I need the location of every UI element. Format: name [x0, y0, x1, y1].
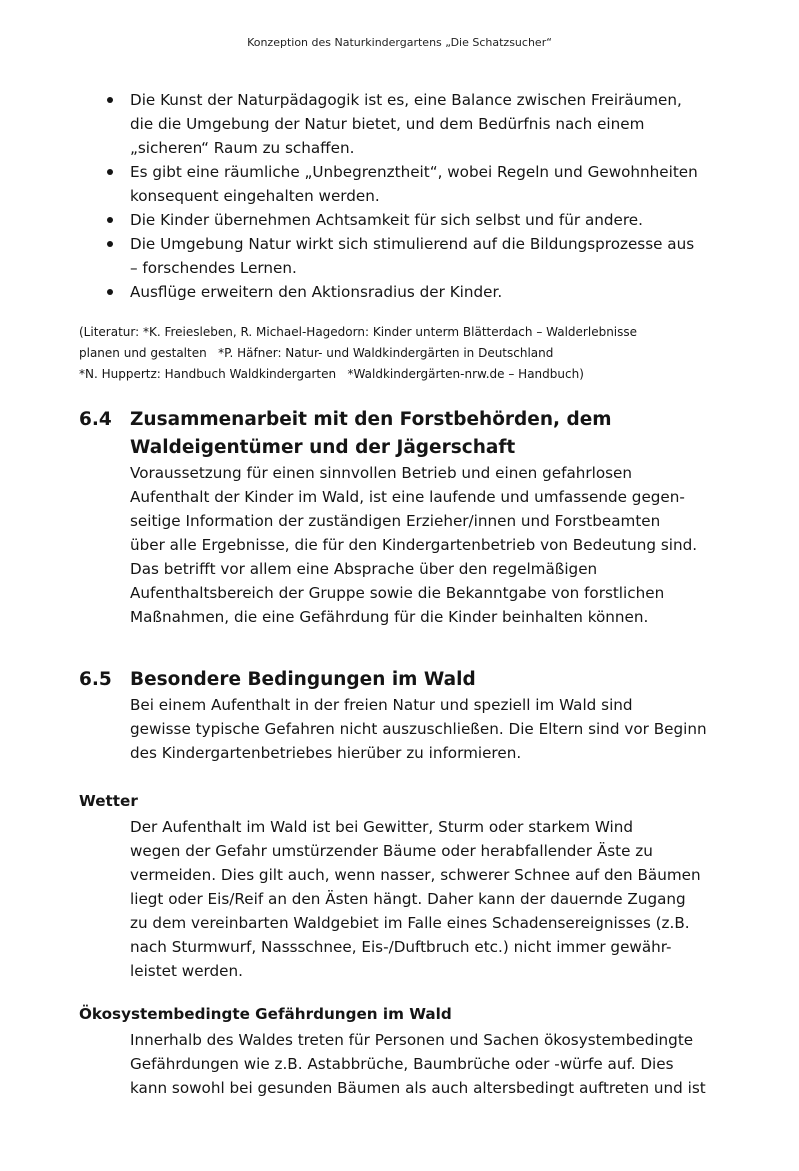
bullet-item [0, 280, 730, 304]
paragraph-line: Innerhalb des Waldes treten für Personen und Sachen ökosystembedingte [130, 1031, 694, 1049]
reference-line: planen und gestalten *P. Häfner: Natur- und Waldkindergärten in Deutschland [79, 346, 554, 360]
paragraph-line: gewisse typische Gefahren nicht auszuschließen. Die Eltern sind vor Beginn [130, 720, 707, 738]
bullet-dot-icon [107, 241, 113, 247]
section-title-line: Besondere Bedingungen im Wald [130, 669, 476, 690]
section-title-line: Zusammenarbeit mit den Forstbehörden, dem [130, 409, 612, 430]
section-6-4-title [79, 406, 612, 462]
bullet-text-line: – forschendes Lernen. [130, 259, 297, 277]
bullet-text-line: Die Kinder übernehmen Achtsamkeit für sich selbst und für andere. [130, 211, 643, 229]
bullet-text-line: „sicheren“ Raum zu schaffen. [130, 139, 355, 157]
reference-line: (Literatur: *K. Freiesleben, R. Michael-Hagedorn: Kinder unterm Blätterdach – Walderlebnisse [79, 325, 638, 339]
section-title-line: Waldeigentümer und der Jägerschaft [130, 437, 516, 458]
paragraph-line: nach Sturmwurf, Nassschnee, Eis-/Duftbruch etc.) nicht immer gewähr- [130, 938, 672, 956]
bullet-dot-icon [107, 217, 113, 223]
paragraph-line: Das betrifft vor allem eine Absprache über den regelmäßigen [130, 560, 598, 578]
bullet-text-line: Es gibt eine räumliche „Unbegrenztheit“, wobei Regeln und Gewohnheiten [130, 163, 698, 181]
bullet-dot-icon [107, 97, 113, 103]
paragraph-line: über alle Ergebnisse, die für den Kindergartenbetrieb von Bedeutung sind. [130, 536, 698, 554]
section-6-5-title [79, 666, 476, 694]
section-number: 6.5 [79, 669, 112, 690]
paragraph-line: wegen der Gefahr umstürzender Bäume oder herabfallender Äste zu [130, 842, 653, 860]
paragraph-line: kann sowohl bei gesunden Bäumen als auch altersbedingt auftreten und ist [130, 1079, 706, 1097]
bullet-list [0, 88, 730, 304]
paragraph-line: Bei einem Aufenthalt in der freien Natur und speziell im Wald sind [130, 696, 633, 714]
section-6-4-body [130, 461, 750, 629]
bullet-text-line: Die Umgebung Natur wirkt sich stimulierend auf die Bildungsprozesse aus [130, 235, 695, 253]
paragraph-line: Der Aufenthalt im Wald ist bei Gewitter, Sturm oder starkem Wind [130, 818, 634, 836]
literature-references [79, 322, 759, 385]
bullet-item [0, 232, 730, 280]
wetter-heading: Wetter [79, 792, 138, 810]
paragraph-line: Aufenthalt der Kinder im Wald, ist eine laufende und umfassende gegen- [130, 488, 685, 506]
section-6-5-body [130, 693, 750, 765]
paragraph-line: Maßnahmen, die eine Gefährdung für die Kinder beinhalten können. [130, 608, 649, 626]
section-number: 6.4 [79, 409, 112, 430]
paragraph-line: vermeiden. Dies gilt auch, wenn nasser, schwerer Schnee auf den Bäumen [130, 866, 701, 884]
bullet-item [0, 160, 730, 208]
paragraph-line: liegt oder Eis/Reif an den Ästen hängt. Daher kann der dauernde Zugang [130, 890, 686, 908]
oeko-heading: Ökosystembedingte Gefährdungen im Wald [79, 1005, 452, 1023]
bullet-item [0, 88, 730, 160]
bullet-text-line: die die Umgebung der Natur bietet, und dem Bedürfnis nach einem [130, 115, 645, 133]
page-header: Konzeption des Naturkindergartens „Die Schatzsucher“ [247, 36, 552, 49]
paragraph-line: seitige Information der zuständigen Erzieher/innen und Forstbeamten [130, 512, 661, 530]
reference-line: *N. Huppertz: Handbuch Waldkindergarten *Waldkindergärten-nrw.de – Handbuch) [79, 367, 584, 381]
paragraph-line: zu dem vereinbarten Waldgebiet im Falle eines Schadensereignisses (z.B. [130, 914, 690, 932]
bullet-dot-icon [107, 289, 113, 295]
bullet-text-line: konsequent eingehalten werden. [130, 187, 380, 205]
oeko-body [130, 1028, 750, 1100]
paragraph-line: Gefährdungen wie z.B. Astabbrüche, Baumbrüche oder -würfe auf. Dies [130, 1055, 674, 1073]
bullet-dot-icon [107, 169, 113, 175]
paragraph-line: leistet werden. [130, 962, 243, 980]
wetter-body [130, 815, 750, 983]
bullet-text-line: Ausflüge erweitern den Aktionsradius der Kinder. [130, 283, 503, 301]
paragraph-line: des Kindergartenbetriebes hierüber zu informieren. [130, 744, 522, 762]
paragraph-line: Voraussetzung für einen sinnvollen Betrieb und einen gefahrlosen [130, 464, 633, 482]
bullet-item [0, 208, 730, 232]
paragraph-line: Aufenthaltsbereich der Gruppe sowie die Bekanntgabe von forstlichen [130, 584, 665, 602]
bullet-text-line: Die Kunst der Naturpädagogik ist es, eine Balance zwischen Freiräumen, [130, 91, 682, 109]
